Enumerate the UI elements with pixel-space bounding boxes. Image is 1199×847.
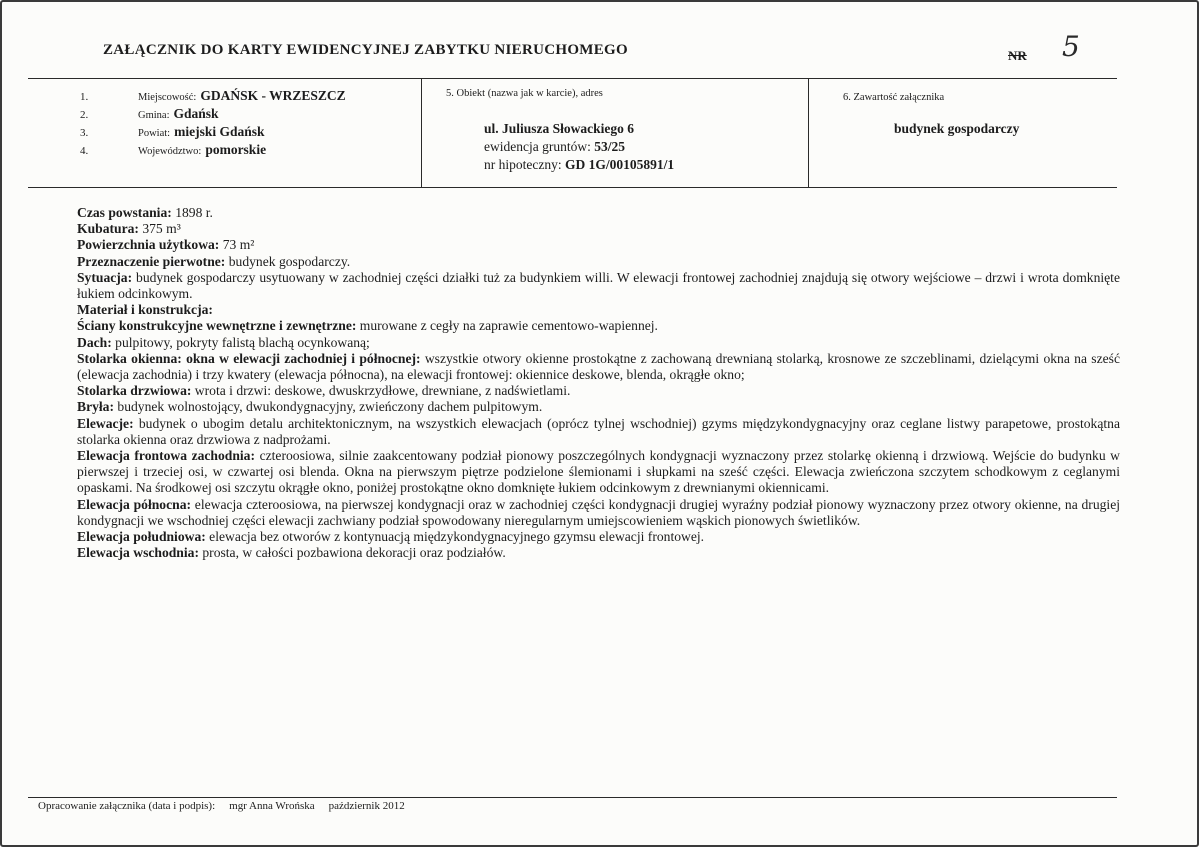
north-elevation-label: Elewacja północna: xyxy=(77,496,192,512)
contents-value: budynek gospodarczy xyxy=(894,121,1020,136)
location-num: 1. xyxy=(80,91,89,103)
header-bottom-rule xyxy=(28,187,1117,188)
county-num: 3. xyxy=(80,127,89,139)
cubature xyxy=(77,221,1120,237)
east-elevation-label: Elewacja wschodnia: xyxy=(77,545,199,561)
construction-date-label: Czas powstania: xyxy=(77,205,172,220)
footer-author: mgr Anna Wrońska xyxy=(229,800,315,812)
original-purpose-value: budynek gospodarczy. xyxy=(225,253,351,269)
south-elevation-label: Elewacja południowa: xyxy=(77,529,206,545)
location-row xyxy=(80,88,346,104)
door-joinery-value: wrota i drzwi: deskowe, dwuskrzydłowe, drewniane, z nadświetlami. xyxy=(191,383,571,399)
window-joinery-label: Stolarka okienna: okna w elewacji zachodniej i północnej: xyxy=(77,350,421,366)
object-address-text: ul. Juliusza Słowackiego 6 xyxy=(484,121,635,136)
east-elevation xyxy=(77,545,1120,561)
situation xyxy=(77,270,1120,302)
mortgage-label: nr hipoteczny: xyxy=(484,157,562,172)
nr-label: NR xyxy=(1008,48,1027,63)
massing-value: budynek wolnostojący, dwukondygnacyjny, zwieńczony dachem pulpitowym. xyxy=(114,399,543,415)
original-purpose-label: Przeznaczenie pierwotne: xyxy=(77,253,226,269)
material-heading xyxy=(77,302,1120,318)
massing xyxy=(77,399,1120,415)
elevations-label: Elewacje: xyxy=(77,415,134,431)
roof xyxy=(77,335,1120,351)
window-joinery-value: wszystkie otwory okienne prostokątne z zachowaną drewnianą stolarką, krosnowe ze szczeblinami, dzielącymi okna na sześć (elewacja zachodnia) i trzy kwatery (elewacja północna), na elewacji frontowej: okiennice deskowe, blenda, okrągłe okno; xyxy=(77,350,1120,383)
mortgage-number xyxy=(484,157,674,173)
county-row xyxy=(80,124,265,140)
location-label: Miejscowość: xyxy=(138,92,197,103)
document-title: ZAŁĄCZNIK DO KARTY EWIDENCYJNEJ ZABYTKU NIERUCHOMEGO xyxy=(103,42,628,58)
elevations-value: budynek o ubogim detalu architektonicznym, na wszystkich elewacjach (oprócz tylnej wschodniej) gzyms międzykondygnacyjny oraz ceglane listwy parapetowe, prostokątna stolarka okienna oraz drzwiowa z nadprożami. xyxy=(77,415,1120,447)
south-elevation xyxy=(77,529,1120,545)
county-label: Powiat: xyxy=(138,128,171,139)
mortgage-value: GD 1G/00105891/1 xyxy=(564,157,675,172)
footer-label: Opracowanie załącznika (data i podpis): xyxy=(38,800,216,812)
county-value: miejski Gdańsk xyxy=(174,124,265,139)
south-elevation-value: elewacja bez otworów z kontynuacją międzykondygnacyjnego gzymsu elewacji frontowej. xyxy=(205,529,705,545)
construction-date-value: 1898 r. xyxy=(171,205,213,220)
cubature-label: Kubatura: xyxy=(77,221,139,237)
walls xyxy=(77,318,1120,334)
walls-label: Ściany konstrukcyjne wewnętrzne i zewnętrzne: xyxy=(77,318,357,334)
header-divider-1 xyxy=(421,78,422,187)
voivodeship-label: Województwo: xyxy=(138,146,202,157)
cubature-value: 375 m³ xyxy=(138,221,181,237)
land-register-label: ewidencja gruntów: xyxy=(484,139,591,154)
window-joinery xyxy=(77,351,1120,383)
footer-rule xyxy=(28,797,1117,798)
west-front-elevation-label: Elewacja frontowa zachodnia: xyxy=(77,448,256,464)
material-heading-label: Materiał i konstrukcja: xyxy=(77,302,213,318)
voivodeship-value: pomorskie xyxy=(205,142,267,157)
footer-date: październik 2012 xyxy=(328,800,405,812)
description-body xyxy=(77,205,1120,561)
header-divider-2 xyxy=(808,78,809,187)
header-top-rule xyxy=(28,78,1117,79)
north-elevation-value: elewacja czteroosiowa, na pierwszej kondygnacji oraz w zachodniej części kondygnacji drugiej wyraźny podział pionowy wyznaczony przez otwory okienne, na drugiej kondygnacji we wschodniej części elewacji zachwiany podział spowodowany nieregularnym umiejscowieniem wąskich pionowych świetlików. xyxy=(77,496,1121,528)
commune-value: Gdańsk xyxy=(173,106,219,121)
door-joinery-label: Stolarka drzwiowa: xyxy=(77,383,192,399)
massing-label: Bryła: xyxy=(77,399,114,415)
commune-num: 2. xyxy=(80,109,89,121)
object-address xyxy=(484,121,634,137)
west-front-elevation-value: czteroosiowa, silnie zaakcentowany podział pionowy poszczególnych kondygnacji wyznaczony przez stolarkę okienną i drzwiową. Wejście do budynku w pierwszej i trzeciej osi, w czwartej osi blenda. Okna na pierwszym piętrze podzielone ślemionami i słupkami na sześć części. Elewacja zwieńczona szczytem schodkowym z ceglanymi opaskami. Na środkowej osi szczytu okrągłe okno, poniżej prostokątne okno domknięte łukiem odcinkowym z drewnianymi okiennicami. xyxy=(77,448,1120,496)
location-value: GDAŃSK - WRZESZCZ xyxy=(200,88,346,103)
commune-row xyxy=(80,106,219,122)
contents-label: 6. Zawartość załącznika xyxy=(843,92,945,103)
usable-area xyxy=(77,237,1120,253)
situation-label: Sytuacja: xyxy=(77,269,133,285)
east-elevation-value: prosta, w całości pozbawiona dekoracji oraz podziałów. xyxy=(198,545,506,561)
roof-value: pulpitowy, pokryty falistą blachą ocynkowaną; xyxy=(111,334,370,350)
voivodeship-num: 4. xyxy=(80,145,89,157)
north-elevation xyxy=(77,497,1120,529)
west-front-elevation xyxy=(77,448,1120,497)
nr-value-handwritten: 5 xyxy=(1062,30,1080,63)
door-joinery xyxy=(77,383,1120,399)
elevations xyxy=(77,416,1120,448)
roof-label: Dach: xyxy=(77,334,112,350)
voivodeship-row xyxy=(80,142,266,158)
commune-label: Gmina: xyxy=(138,110,170,121)
walls-value: murowane z cegły na zaprawie cementowo-wapiennej. xyxy=(356,318,658,334)
usable-area-label: Powierzchnia użytkowa: xyxy=(77,237,220,253)
land-register-value: 53/25 xyxy=(594,139,625,154)
usable-area-value: 73 m² xyxy=(219,237,255,253)
footer xyxy=(38,800,405,812)
land-register xyxy=(484,139,625,155)
original-purpose xyxy=(77,254,1120,270)
situation-value: budynek gospodarczy usytuowany w zachodniej części działki tuż za budynkiem willi. W elewacji frontowej zachodniej znajdują się otwory wejściowe – drzwi i wrota domknięte łukiem odcinkowym. xyxy=(77,269,1120,302)
object-label: 5. Obiekt (nazwa jak w karcie), adres xyxy=(446,88,603,99)
construction-date xyxy=(77,205,1120,221)
